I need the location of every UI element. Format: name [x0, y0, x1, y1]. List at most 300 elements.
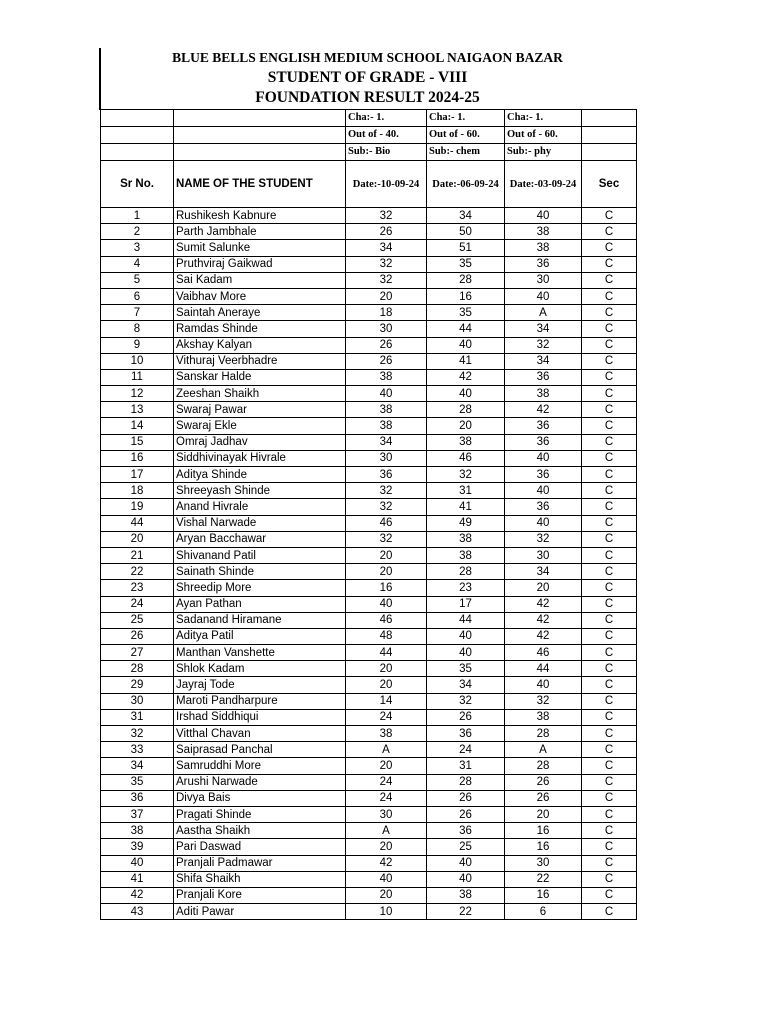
phy-subject: Sub:- phy [505, 144, 582, 161]
section-cell: C [582, 839, 637, 855]
phy-mark-cell: 30 [505, 547, 582, 563]
chem-mark-cell: 32 [427, 693, 505, 709]
student-name-cell: Sainath Shinde [174, 564, 346, 580]
sr-no-cell: 9 [101, 337, 174, 353]
section-cell: C [582, 467, 637, 483]
table-row [101, 321, 637, 337]
grade-title: STUDENT OF GRADE - VIII [267, 69, 468, 86]
section-cell: C [582, 386, 637, 402]
section-cell: C [582, 823, 637, 839]
student-name-cell: Shifa Shaikh [174, 871, 346, 887]
sr-no-cell: 22 [101, 564, 174, 580]
student-name-cell: Shreedip More [174, 580, 346, 596]
bio-mark-cell: 24 [346, 790, 427, 806]
section-cell: C [582, 305, 637, 321]
chem-mark-cell: 35 [427, 256, 505, 272]
section-cell: C [582, 483, 637, 499]
student-name-cell: Aditya Patil [174, 628, 346, 644]
student-name-cell: Vaibhav More [174, 288, 346, 304]
section-cell: C [582, 402, 637, 418]
table-row [101, 208, 637, 224]
table-row [101, 887, 637, 903]
table-row [101, 272, 637, 288]
section-cell: C [582, 806, 637, 822]
column-header-row [101, 161, 637, 208]
phy-mark-cell: 26 [505, 790, 582, 806]
bio-mark-cell: 38 [346, 418, 427, 434]
student-name-cell: Aryan Bacchawar [174, 531, 346, 547]
sr-no-cell: 20 [101, 531, 174, 547]
header-student-name: NAME OF THE STUDENT [174, 161, 346, 208]
sr-no-cell: 44 [101, 515, 174, 531]
section-cell: C [582, 693, 637, 709]
student-name-cell: Vitthal Chavan [174, 726, 346, 742]
phy-mark-cell: 34 [505, 353, 582, 369]
student-name-cell: Pruthviraj Gaikwad [174, 256, 346, 272]
sr-no-cell: 10 [101, 353, 174, 369]
sr-no-cell: 7 [101, 305, 174, 321]
student-name-cell: Irshad Siddhiqui [174, 709, 346, 725]
section-cell: C [582, 564, 637, 580]
phy-mark-cell: 38 [505, 709, 582, 725]
phy-mark-cell: 26 [505, 774, 582, 790]
section-cell: C [582, 418, 637, 434]
table-row [101, 450, 637, 466]
student-name-cell: Ayan Pathan [174, 596, 346, 612]
sr-no-cell: 41 [101, 871, 174, 887]
bio-subject: Sub:- Bio [346, 144, 427, 161]
phy-mark-cell: 38 [505, 240, 582, 256]
bio-mark-cell: 38 [346, 369, 427, 385]
student-name-cell: Pranjali Kore [174, 887, 346, 903]
table-row [101, 758, 637, 774]
table-row [101, 677, 637, 693]
section-cell: C [582, 596, 637, 612]
section-cell: C [582, 661, 637, 677]
bio-mark-cell: 24 [346, 709, 427, 725]
chem-mark-cell: 28 [427, 774, 505, 790]
chem-mark-cell: 40 [427, 645, 505, 661]
table-row [101, 386, 637, 402]
table-row [101, 499, 637, 515]
bio-mark-cell: 32 [346, 256, 427, 272]
phy-mark-cell: 40 [505, 515, 582, 531]
bio-mark-cell: 20 [346, 547, 427, 563]
section-cell: C [582, 774, 637, 790]
section-cell: C [582, 726, 637, 742]
sr-no-cell: 35 [101, 774, 174, 790]
section-cell: C [582, 709, 637, 725]
phy-mark-cell: 30 [505, 855, 582, 871]
student-name-cell: Shlok Kadam [174, 661, 346, 677]
sr-no-cell: 27 [101, 645, 174, 661]
phy-mark-cell: 36 [505, 434, 582, 450]
sr-no-cell: 29 [101, 677, 174, 693]
chem-mark-cell: 46 [427, 450, 505, 466]
section-cell: C [582, 256, 637, 272]
sr-no-cell: 2 [101, 224, 174, 240]
sr-no-cell: 24 [101, 596, 174, 612]
bio-mark-cell: 32 [346, 208, 427, 224]
bio-mark-cell: 16 [346, 580, 427, 596]
table-row [101, 596, 637, 612]
bio-mark-cell: 36 [346, 467, 427, 483]
chem-mark-cell: 40 [427, 871, 505, 887]
bio-mark-cell: 46 [346, 515, 427, 531]
student-name-cell: Manthan Vanshette [174, 645, 346, 661]
section-cell: C [582, 645, 637, 661]
section-cell: C [582, 612, 637, 628]
bio-mark-cell: 20 [346, 564, 427, 580]
chem-mark-cell: 36 [427, 823, 505, 839]
section-cell: C [582, 224, 637, 240]
phy-mark-cell: 6 [505, 904, 582, 920]
student-name-cell: Pragati Shinde [174, 806, 346, 822]
bio-mark-cell: 26 [346, 353, 427, 369]
bio-mark-cell: 34 [346, 240, 427, 256]
section-cell: C [582, 272, 637, 288]
chem-mark-cell: 38 [427, 531, 505, 547]
table-row [101, 402, 637, 418]
phy-mark-cell: 16 [505, 887, 582, 903]
bio-mark-cell: 20 [346, 677, 427, 693]
table-row [101, 483, 637, 499]
chem-mark-cell: 42 [427, 369, 505, 385]
table-row [101, 839, 637, 855]
chem-mark-cell: 44 [427, 321, 505, 337]
sr-no-cell: 14 [101, 418, 174, 434]
bio-mark-cell: 14 [346, 693, 427, 709]
phy-out-of: Out of - 60. [505, 127, 582, 144]
section-cell: C [582, 434, 637, 450]
section-cell: C [582, 887, 637, 903]
table-row [101, 224, 637, 240]
phy-mark-cell: 42 [505, 402, 582, 418]
sr-no-cell: 12 [101, 386, 174, 402]
student-name-cell: Sanskar Halde [174, 369, 346, 385]
section-cell: C [582, 240, 637, 256]
section-cell: C [582, 515, 637, 531]
chem-mark-cell: 17 [427, 596, 505, 612]
table-row [101, 580, 637, 596]
student-rows [101, 208, 637, 920]
chem-mark-cell: 50 [427, 224, 505, 240]
table-row [101, 288, 637, 304]
table-row [101, 806, 637, 822]
table-row [101, 855, 637, 871]
phy-mark-cell: 16 [505, 839, 582, 855]
student-name-cell: Samruddhi More [174, 758, 346, 774]
bio-mark-cell: 38 [346, 402, 427, 418]
table-row [101, 515, 637, 531]
phy-mark-cell: 38 [505, 386, 582, 402]
bio-mark-cell: 44 [346, 645, 427, 661]
section-cell: C [582, 337, 637, 353]
header-phy-date: Date:-03-09-24 [505, 161, 582, 208]
student-name-cell: Aditi Pawar [174, 904, 346, 920]
bio-mark-cell: 30 [346, 806, 427, 822]
phy-mark-cell: 44 [505, 661, 582, 677]
phy-mark-cell: 28 [505, 758, 582, 774]
chem-mark-cell: 31 [427, 483, 505, 499]
table-row [101, 240, 637, 256]
section-cell: C [582, 580, 637, 596]
sr-no-cell: 42 [101, 887, 174, 903]
phy-mark-cell: 36 [505, 418, 582, 434]
sr-no-cell: 40 [101, 855, 174, 871]
phy-mark-cell: 36 [505, 467, 582, 483]
chem-mark-cell: 20 [427, 418, 505, 434]
chem-mark-cell: 36 [427, 726, 505, 742]
table-row [101, 612, 637, 628]
sr-no-cell: 6 [101, 288, 174, 304]
bio-mark-cell: 42 [346, 855, 427, 871]
chem-mark-cell: 31 [427, 758, 505, 774]
chem-mark-cell: 26 [427, 709, 505, 725]
section-cell: C [582, 450, 637, 466]
phy-mark-cell: 20 [505, 806, 582, 822]
chem-mark-cell: 49 [427, 515, 505, 531]
subject-row [101, 144, 637, 161]
student-name-cell: Sumit Salunke [174, 240, 346, 256]
header-chem-date: Date:-06-09-24 [427, 161, 505, 208]
student-name-cell: Shreeyash Shinde [174, 483, 346, 499]
phy-mark-cell: 40 [505, 677, 582, 693]
chem-mark-cell: 34 [427, 677, 505, 693]
student-name-cell: Arushi Narwade [174, 774, 346, 790]
section-cell: C [582, 208, 637, 224]
section-cell: C [582, 369, 637, 385]
bio-mark-cell: 20 [346, 758, 427, 774]
phy-mark-cell: 32 [505, 337, 582, 353]
chem-mark-cell: 41 [427, 353, 505, 369]
section-cell: C [582, 288, 637, 304]
phy-mark-cell: 38 [505, 224, 582, 240]
bio-mark-cell: 20 [346, 839, 427, 855]
chem-chapter: Cha:- 1. [427, 110, 505, 127]
bio-mark-cell: 40 [346, 386, 427, 402]
table-row [101, 693, 637, 709]
phy-mark-cell: 34 [505, 321, 582, 337]
table-row [101, 645, 637, 661]
table-row [101, 726, 637, 742]
student-name-cell: Anand Hivrale [174, 499, 346, 515]
phy-mark-cell: 42 [505, 612, 582, 628]
student-name-cell: Saintah Aneraye [174, 305, 346, 321]
table-row [101, 256, 637, 272]
header-bio-date: Date:-10-09-24 [346, 161, 427, 208]
phy-mark-cell: 28 [505, 726, 582, 742]
student-name-cell: Swaraj Pawar [174, 402, 346, 418]
student-name-cell: Divya Bais [174, 790, 346, 806]
student-name-cell: Shivanand Patil [174, 547, 346, 563]
sr-no-cell: 4 [101, 256, 174, 272]
bio-mark-cell: 40 [346, 596, 427, 612]
student-name-cell: Omraj Jadhav [174, 434, 346, 450]
bio-mark-cell: 20 [346, 288, 427, 304]
bio-mark-cell: 38 [346, 726, 427, 742]
bio-mark-cell: 34 [346, 434, 427, 450]
sr-no-cell: 16 [101, 450, 174, 466]
table-row [101, 790, 637, 806]
student-name-cell: Aastha Shaikh [174, 823, 346, 839]
sr-no-cell: 36 [101, 790, 174, 806]
student-name-cell: Vithuraj Veerbhadre [174, 353, 346, 369]
sr-no-cell: 39 [101, 839, 174, 855]
phy-mark-cell: 36 [505, 369, 582, 385]
sr-no-cell: 30 [101, 693, 174, 709]
bio-mark-cell: 26 [346, 224, 427, 240]
section-cell: C [582, 499, 637, 515]
table-row [101, 337, 637, 353]
chapter-row [101, 110, 637, 127]
student-name-cell: Zeeshan Shaikh [174, 386, 346, 402]
chem-mark-cell: 40 [427, 855, 505, 871]
chem-mark-cell: 40 [427, 386, 505, 402]
sr-no-cell: 34 [101, 758, 174, 774]
phy-mark-cell: 16 [505, 823, 582, 839]
table-row [101, 467, 637, 483]
phy-mark-cell: A [505, 742, 582, 758]
sr-no-cell: 17 [101, 467, 174, 483]
chem-mark-cell: 26 [427, 790, 505, 806]
bio-chapter: Cha:- 1. [346, 110, 427, 127]
student-name-cell: Siddhivinayak Hivrale [174, 450, 346, 466]
table-row [101, 369, 637, 385]
section-cell: C [582, 904, 637, 920]
bio-mark-cell: 30 [346, 450, 427, 466]
table-row [101, 823, 637, 839]
section-cell: C [582, 790, 637, 806]
phy-mark-cell: 34 [505, 564, 582, 580]
phy-mark-cell: 36 [505, 499, 582, 515]
chem-out-of: Out of - 60. [427, 127, 505, 144]
section-cell: C [582, 353, 637, 369]
student-name-cell: Swaraj Ekle [174, 418, 346, 434]
chem-mark-cell: 38 [427, 547, 505, 563]
student-name-cell: Vishal Narwade [174, 515, 346, 531]
phy-mark-cell: 40 [505, 450, 582, 466]
sr-no-cell: 28 [101, 661, 174, 677]
section-cell: C [582, 855, 637, 871]
student-name-cell: Pari Daswad [174, 839, 346, 855]
phy-mark-cell: 42 [505, 628, 582, 644]
phy-mark-cell: 40 [505, 288, 582, 304]
student-name-cell: Rushikesh Kabnure [174, 208, 346, 224]
bio-mark-cell: 32 [346, 272, 427, 288]
chem-mark-cell: 28 [427, 272, 505, 288]
bio-mark-cell: 32 [346, 531, 427, 547]
sr-no-cell: 32 [101, 726, 174, 742]
sr-no-cell: 25 [101, 612, 174, 628]
sr-no-cell: 8 [101, 321, 174, 337]
section-cell: C [582, 677, 637, 693]
student-name-cell: Parth Jambhale [174, 224, 346, 240]
sr-no-cell: 19 [101, 499, 174, 515]
school-name: BLUE BELLS ENGLISH MEDIUM SCHOOL NAIGAON BAZAR [172, 50, 563, 65]
table-row [101, 628, 637, 644]
student-name-cell: Aditya Shinde [174, 467, 346, 483]
bio-mark-cell: A [346, 823, 427, 839]
result-title: FOUNDATION RESULT 2024-25 [255, 89, 480, 106]
bio-out-of: Out of - 40. [346, 127, 427, 144]
bio-mark-cell: 24 [346, 774, 427, 790]
phy-mark-cell: 36 [505, 256, 582, 272]
chem-mark-cell: 23 [427, 580, 505, 596]
sr-no-cell: 23 [101, 580, 174, 596]
chem-subject: Sub:- chem [427, 144, 505, 161]
section-cell: C [582, 321, 637, 337]
student-name-cell: Ramdas Shinde [174, 321, 346, 337]
phy-mark-cell: 20 [505, 580, 582, 596]
phy-mark-cell: 32 [505, 693, 582, 709]
header-section: Sec [582, 161, 637, 208]
section-cell: C [582, 547, 637, 563]
table-row [101, 709, 637, 725]
chem-mark-cell: 22 [427, 904, 505, 920]
sr-no-cell: 3 [101, 240, 174, 256]
section-cell: C [582, 531, 637, 547]
table-row [101, 871, 637, 887]
bio-mark-cell: 18 [346, 305, 427, 321]
student-name-cell: Saiprasad Panchal [174, 742, 346, 758]
table-row [101, 353, 637, 369]
sr-no-cell: 31 [101, 709, 174, 725]
chem-mark-cell: 25 [427, 839, 505, 855]
bio-mark-cell: 40 [346, 871, 427, 887]
chem-mark-cell: 38 [427, 887, 505, 903]
bio-mark-cell: 32 [346, 499, 427, 515]
table-row [101, 774, 637, 790]
table-row [101, 564, 637, 580]
table-row [101, 434, 637, 450]
sr-no-cell: 13 [101, 402, 174, 418]
chem-mark-cell: 51 [427, 240, 505, 256]
sr-no-cell: 43 [101, 904, 174, 920]
table-row [101, 547, 637, 563]
chem-mark-cell: 35 [427, 661, 505, 677]
sr-no-cell: 15 [101, 434, 174, 450]
chem-mark-cell: 24 [427, 742, 505, 758]
out-of-row [101, 127, 637, 144]
chem-mark-cell: 26 [427, 806, 505, 822]
result-table [100, 109, 637, 920]
chem-mark-cell: 38 [427, 434, 505, 450]
phy-mark-cell: 42 [505, 596, 582, 612]
chem-mark-cell: 41 [427, 499, 505, 515]
student-name-cell: Sai Kadam [174, 272, 346, 288]
bio-mark-cell: 30 [346, 321, 427, 337]
student-name-cell: Jayraj Tode [174, 677, 346, 693]
sr-no-cell: 1 [101, 208, 174, 224]
section-cell: C [582, 628, 637, 644]
sr-no-cell: 38 [101, 823, 174, 839]
chem-mark-cell: 28 [427, 564, 505, 580]
section-cell: C [582, 758, 637, 774]
phy-mark-cell: 22 [505, 871, 582, 887]
header-sr-no: Sr No. [101, 161, 174, 208]
phy-mark-cell: A [505, 305, 582, 321]
phy-mark-cell: 32 [505, 531, 582, 547]
bio-mark-cell: 10 [346, 904, 427, 920]
bio-mark-cell: 48 [346, 628, 427, 644]
sr-no-cell: 11 [101, 369, 174, 385]
bio-mark-cell: 32 [346, 483, 427, 499]
bio-mark-cell: 20 [346, 661, 427, 677]
chem-mark-cell: 34 [427, 208, 505, 224]
phy-mark-cell: 40 [505, 483, 582, 499]
chem-mark-cell: 44 [427, 612, 505, 628]
